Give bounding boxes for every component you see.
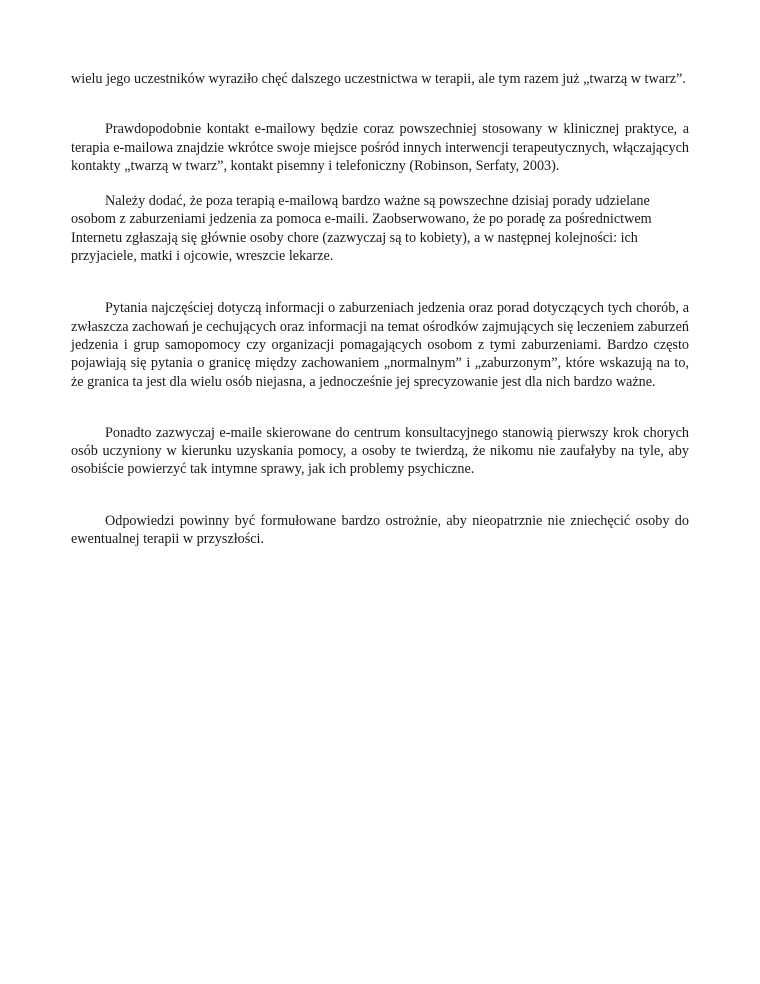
paragraph-careful-answers: Odpowiedzi powinny być formułowane bardzo ostrożnie, aby nieopatrznie nie zniechęcić osoby do ewentualnej terapii w przyszłości.: [71, 512, 689, 548]
paragraph-email-therapy-future: Prawdopodobnie kontakt e-mailowy będzie coraz powszechniej stosowany w klinicznej praktyce, a terapia e-mailowa znajdzie wkrótce swoje miejsce pośród innych interwencji terapeutycznych, włączających kontakty „twarzą w twarz”, kontakt pisemny i telefoniczny (Robinson, Serfaty, 2003).: [71, 121, 689, 174]
paragraph-first-step: Ponadto zazwyczaj e-maile skierowane do centrum konsultacyjnego stanowią pierwszy krok chorych osób uczyniony w kierunku uzyskania pomocy, a osoby te twierdzą, że nikomu nie zaufałyby na tyle, aby osobiście powierzyć tak intymne sprawy, jak ich problemy psychiczne.: [71, 424, 689, 478]
document-page: [71, 70, 689, 548]
paragraph-email-advice: Należy dodać, że poza terapią e-mailową bardzo ważne są powszechne dzisiaj porady udzielane osobom z zaburzeniami jedzenia za pomoca e-maili. Zaobserwowano, że po poradę za pośrednictwem Internetu zgłaszają się głównie osoby chore (zazwyczaj są to kobiety), a w następnej kolejności: ich przyjaciele, matki i ojcowie, wreszcie lekarze.: [71, 193, 652, 265]
paragraph-questions-topics: Pytania najczęściej dotyczą informacji o zaburzeniach jedzenia oraz porad dotyczących tych chorób, a zwłaszcza zachowań je cechujących oraz informacji na temat ośrodków zajmujących się leczeniem zaburzeń jedzenia i grup samopomocy czy organizacji pomagających osobom z tymi zaburzeniami. Bardzo często pojawiają się pytania o granicę między zachowaniem „normalnym” i „zaburzonym”, które wskazują na to, że granica ta jest dla wielu osób niejasna, a jednocześnie jej sprecyzowanie jest dla nich bardzo ważne.: [71, 300, 689, 390]
paragraph-continuation: wielu jego uczestników wyraziło chęć dalszego uczestnictwa w terapii, ale tym razem już „twarzą w twarz”.: [71, 71, 686, 87]
